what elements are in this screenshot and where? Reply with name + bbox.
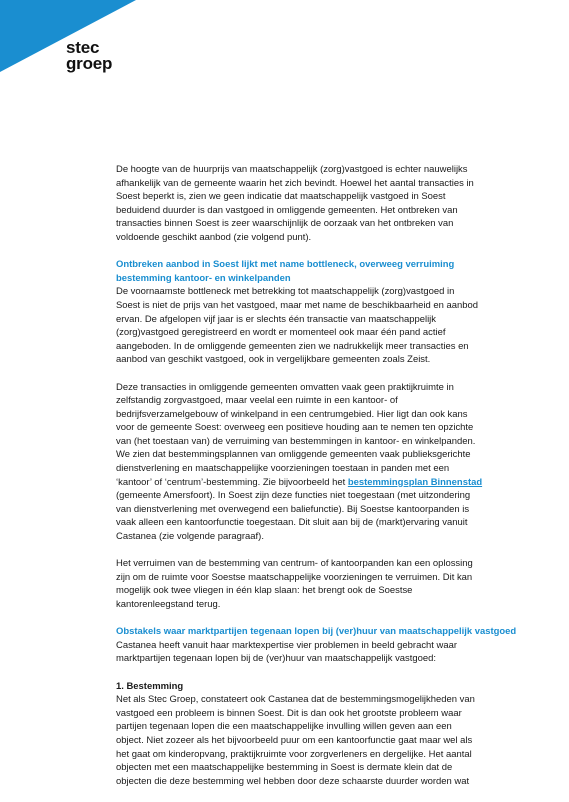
text-line: zijn om de ruimte voor Soestse maatschappelijke voorzieningen te verruimen. Dit kan — [116, 571, 473, 583]
text-line: Het verruimen van de bestemming van centrum- of kantoorpanden kan een oplossing — [116, 558, 473, 570]
paragraph-bottleneck — [116, 285, 536, 367]
paragraph-castanea — [116, 639, 536, 666]
text-line: kantorenleegstand terug. — [116, 599, 221, 610]
paragraph-huurprijs — [116, 163, 536, 245]
text-line: We zien dat bestemmingsplannen van omliggende gemeenten vaak publieksgerichte — [116, 449, 471, 461]
text-line-with-link — [116, 476, 536, 490]
text-line: (zorg)vastgoed geregistreerd en wordt er momenteel ook maar één pand actief — [116, 327, 446, 339]
text-line: partijen tegenaan lopen die een maatschappelijke invulling willen geven aan een — [116, 721, 452, 733]
heading-line: Ontbreken aanbod in Soest lijkt met name bottleneck, overweeg verruiming — [116, 259, 455, 271]
text-line: objecten met een maatschappelijke bestemming in Soest is dermate klein dat de — [116, 762, 453, 774]
text-line: aanbod van geschikt vastgoed, ook in vergelijkbare gemeenten zoals Zeist. — [116, 354, 431, 366]
text-line: van (het toestaan van) de verruiming van bestemmingen in kantoor- en winkelpanden. — [116, 435, 476, 447]
text-line: De hoogte van de huurprijs van maatschappelijk (zorg)vastgoed is echter nauwelijks — [116, 164, 468, 175]
paragraph-bestemming — [116, 693, 536, 788]
list-heading-bestemming: 1. Bestemming — [116, 680, 184, 692]
text-line: Castanea heeft vanuit haar marktexpertise vier problemen in beeld gebracht waar — [116, 639, 457, 651]
text-line: aangeboden. In de omliggende gemeenten zien we nadrukkelijk meer transacties en — [116, 340, 469, 352]
paragraph-verruimen — [116, 557, 536, 611]
document-body — [116, 163, 536, 802]
text-line: objecten die deze bestemming wel hebben door deze schaarste duurder worden wat — [116, 775, 470, 787]
text-line: (gemeente Amersfoort). In Soest zijn deze functies niet toegestaan (met uitzondering — [116, 490, 471, 502]
text-line: marktpartijen tegenaan lopen bij de (ver)huur van maatschappelijk vastgoed: — [116, 653, 437, 665]
text-line: voor de gemeente Soest: overweeg een positieve houding aan te nemen ten opzichte — [116, 422, 474, 434]
text-line: beduidend duurder is dan vastgoed in omliggende gemeenten. Het ontbreken van — [116, 204, 458, 216]
text-line: object. Niet zozeer als het bijvoorbeeld puur om een kantoorfunctie gaat maar wel als — [116, 734, 473, 746]
logo-line-1: stec — [66, 38, 100, 57]
text-line: Net als Stec Groep, constateert ook Castanea dat de bestemmingsmogelijkheden van — [116, 694, 475, 706]
logo-line-2: groep — [66, 54, 113, 73]
text-line: ervan. De afgelopen vijf jaar is er slechts één transactie van maatschappelijk — [116, 313, 436, 325]
text-line: mogelijk ook twee vliegen in één klap slaan: het brengt ook de Soestse — [116, 585, 413, 597]
text-line: Castanea (zie volgende paragraaf). — [116, 531, 264, 543]
text-line: dienstverlening en maatschappelijke voorzieningen toestaan in panden met een — [116, 463, 450, 475]
text-line: Soest is niet de prijs van het vastgoed, maar met name de beschikbaarheid en aanbod — [116, 299, 478, 311]
stec-groep-logo — [66, 40, 112, 72]
text-line: Soest beperkt is, zien we geen indicatie dat maatschappelijk vastgoed in Soest — [116, 191, 446, 203]
text-line: zelfstandig zorgvastgoed, maar veelal een ruimte in een kantoor- of — [116, 395, 398, 407]
text-line: Deze transacties in omliggende gemeenten omvatten vaak geen praktijkruimte in — [116, 381, 454, 393]
text-line: voldoende geschikt aanbod (zie volgend punt). — [116, 231, 312, 243]
text-line: vaak alleen een kantoorfunctie toegestaan. Dit sluit aan bij de (markt)ervaring vanuit — [116, 517, 468, 529]
text-line: van dienstverlening met overwegend een baliefunctie). Bij Soestse kantoorpanden is — [116, 503, 470, 515]
text-line: vastgoed een probleem is binnen Soest. Dit is dan ook het grootste probleem waar — [116, 707, 462, 719]
text-line: De voornaamste bottleneck met betrekking tot maatschappelijk (zorg)vastgoed in — [116, 286, 455, 298]
text-line: het gaat om kinderopvang, praktijkruimte voor zorgverleners en dergelijke. Het aantal — [116, 748, 472, 760]
link-prefix-text: ‘kantoor’ of ‘centrum’-bestemming. Zie bijvoorbeeld het — [116, 476, 348, 488]
heading-line: bestemming kantoor- en winkelpanden — [116, 272, 291, 284]
text-line: transacties binnen Soest is zeer waarschijnlijk de oorzaak van het ontbreken van — [116, 218, 454, 230]
text-line: afhankelijk van de gemeente waarin het zich bevindt. Hoewel het aantal transacties in — [116, 177, 474, 189]
section-heading-obstakels: Obstakels waar marktpartijen tegenaan lopen bij (ver)huur van maatschappelijk vastgoed — [116, 626, 517, 638]
paragraph-transacties — [116, 381, 536, 544]
bestemmingsplan-binnenstad-link[interactable]: bestemmingsplan Binnenstad — [347, 476, 483, 488]
section-heading-ontbreken-aanbod — [116, 258, 536, 285]
text-line: bedrijfsverzamelgebouw of winkelpand in een centrumgebied. Hier ligt dan ook kans — [116, 408, 468, 420]
